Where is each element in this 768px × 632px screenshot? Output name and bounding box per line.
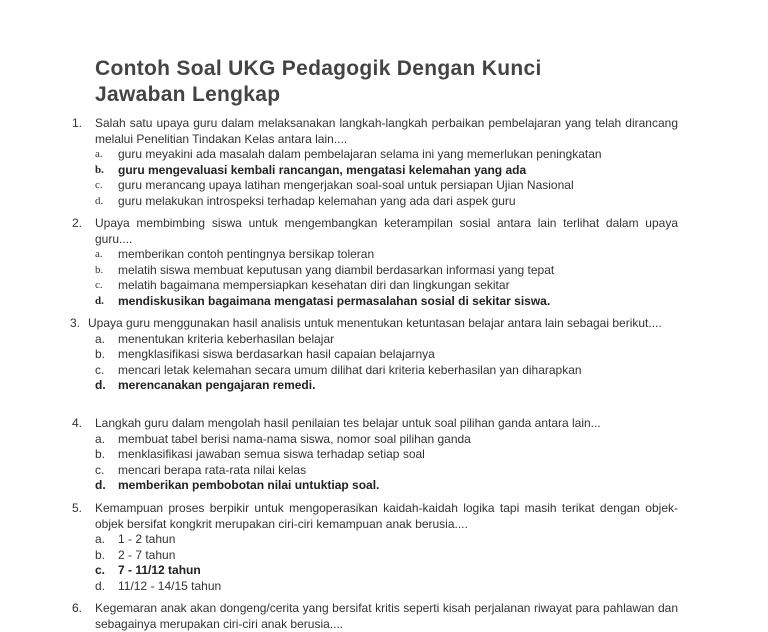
option-text: memberikan contoh pentingnya bersikap toleran	[118, 247, 375, 261]
option-letter: c.	[95, 279, 103, 291]
question-text: Salah satu upaya guru dalam melaksanakan langkah-langkah perbaikan pembelajaran yang telah dirancang melalui Penelitian Tindakan Kelas antara lain....	[95, 116, 678, 146]
page-title	[95, 56, 695, 108]
option-a	[72, 247, 678, 263]
option-a	[72, 532, 678, 548]
title-line-1: Contoh Soal UKG Pedagogik Dengan Kunci	[95, 57, 542, 80]
option-text: guru mengevaluasi kembali rancangan, mengatasi kelemahan yang ada	[118, 162, 527, 177]
question-number: 3.	[70, 316, 81, 330]
question-number: 2.	[72, 216, 83, 230]
option-letter: b.	[95, 163, 104, 176]
option-text: mencari letak kelemahan secara umum dilihat dari kriteria keberhasilan yan diharapkan	[118, 362, 582, 377]
option-list	[72, 432, 678, 494]
option-d-answer	[72, 294, 678, 310]
option-a	[72, 147, 678, 163]
option-text: melatih siswa membuat keputusan yang diambil berdasarkan informasi yang tepat	[118, 262, 555, 277]
question-number: 1.	[72, 116, 83, 130]
option-letter: c.	[95, 462, 105, 477]
option-list	[72, 332, 678, 394]
option-letter: b.	[95, 263, 104, 276]
title-line-2: Jawaban Lengkap	[95, 83, 281, 106]
option-letter: b.	[95, 547, 106, 562]
option-text: mengklasifikasi siswa berdasarkan hasil capaian belajarnya	[118, 347, 435, 361]
question-1	[72, 116, 678, 209]
question-5	[72, 501, 678, 594]
option-c	[72, 363, 678, 379]
option-letter: c.	[95, 362, 105, 377]
option-letter: d.	[95, 194, 104, 207]
question-6	[72, 601, 678, 632]
option-letter: a.	[95, 431, 106, 446]
option-d	[72, 579, 678, 595]
option-letter: c.	[95, 563, 106, 577]
question-number: 6.	[72, 601, 83, 615]
option-letter: b.	[95, 347, 106, 361]
option-d-answer	[72, 478, 678, 494]
question-text: Kegemaran anak akan dongeng/cerita yang bersifat kritis seperti kisah perjalanan riwayat para pahlawan dan sebagainya merupakan ciri-ciri anak berusia....	[95, 601, 678, 631]
option-letter: c.	[95, 179, 103, 191]
option-text: 11/12 - 14/15 tahun	[118, 578, 222, 593]
option-c	[72, 463, 678, 479]
option-letter: a.	[95, 331, 106, 346]
option-text: menentukan kriteria keberhasilan belajar	[118, 331, 335, 346]
option-text: guru merancang upaya latihan mengerjakan soal-soal untuk persiapan Ujian Nasional	[118, 178, 574, 192]
question-number: 5.	[72, 501, 83, 515]
question-text: Upaya membimbing siswa untuk mengembangkan keterampilan sosial antara lain terlihat dalam upaya guru....	[95, 216, 678, 246]
option-text: memberikan pembobotan nilai untuktiap soal.	[118, 478, 380, 492]
option-b	[72, 263, 678, 279]
option-letter: d.	[95, 294, 104, 307]
option-b-answer	[72, 163, 678, 179]
option-a	[72, 432, 678, 448]
option-c	[72, 278, 678, 294]
question-4	[72, 416, 678, 494]
option-d	[72, 194, 678, 210]
option-b	[72, 548, 678, 564]
option-text: membuat tabel berisi nama-nama siswa, nomor soal pilihan ganda	[118, 431, 471, 446]
option-b	[72, 447, 678, 463]
question-3	[70, 316, 678, 394]
option-letter: a.	[95, 532, 106, 546]
option-list	[72, 247, 678, 309]
option-letter: d.	[95, 378, 106, 392]
question-2	[72, 216, 678, 309]
option-letter: a.	[95, 148, 103, 160]
option-letter: b.	[95, 447, 106, 461]
option-text: guru melakukan introspeksi terhadap kelemahan yang ada dari aspek guru	[118, 193, 516, 208]
option-text: mendiskusikan bagaimana mengatasi permasalahan sosial di sekitar siswa.	[118, 293, 551, 308]
option-letter: d.	[95, 478, 106, 492]
option-letter: a.	[95, 248, 103, 260]
option-c-answer	[72, 563, 678, 579]
option-list	[72, 147, 678, 209]
option-text: 1 - 2 tahun	[118, 532, 176, 546]
question-text: Upaya guru menggunakan hasil analisis untuk menentukan ketuntasan belajar antara lain sebagai berikut....	[88, 316, 662, 330]
option-text: 7 - 11/12 tahun	[118, 563, 201, 577]
option-text: mencari berapa rata-rata nilai kelas	[118, 462, 307, 477]
option-d-answer	[72, 378, 678, 394]
option-text: melatih bagaimana mempersiapkan kesehatan diri dan lingkungan sekitar	[118, 278, 510, 292]
option-text: guru meyakini ada masalah dalam pembelajaran selama ini yang memerlukan peningkatan	[118, 147, 602, 161]
option-letter: d.	[95, 578, 106, 593]
question-text: Kemampuan proses berpikir untuk mengoperasikan kaidah-kaidah logika tapi masih terikat dengan objek-objek bersifat kongkrit merupakan ciri-ciri kemampuan anak berusia....	[95, 501, 678, 531]
option-text: menklasifikasi jawaban semua siswa terhadap setiap soal	[118, 447, 425, 461]
option-list	[72, 532, 678, 594]
option-text: merencanakan pengajaran remedi.	[118, 378, 316, 392]
option-b	[72, 347, 678, 363]
option-text: 2 - 7 tahun	[118, 547, 176, 562]
option-a	[72, 332, 678, 348]
option-c	[72, 178, 678, 194]
question-text: Langkah guru dalam mengolah hasil penilaian tes belajar untuk soal pilihan ganda antara lain...	[95, 416, 601, 430]
question-number: 4.	[72, 416, 83, 430]
